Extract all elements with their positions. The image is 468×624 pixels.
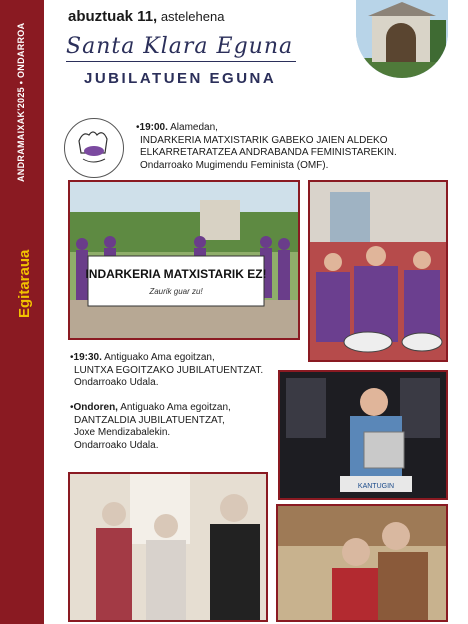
event-3: •Ondoren, Antiguako Ama egoitzan, DANTZALDIA JUBILATUENTZAT, Joxe Mendizabalekin. Ondarroako Udala. [70,402,231,451]
drummers-photo [308,180,448,362]
event-2-time: 19:30. [73,352,102,363]
section-label: Egitaraua [16,249,33,318]
dance-photo-2 [276,504,448,622]
banner-sub-text: Zaurik guar zu! [149,287,203,296]
date-weekday: astelehena [160,9,225,24]
accordion-photo [278,370,448,500]
event-3-line-1: Antiguako Ama egoitzan, [120,402,231,413]
page-title: Santa Klara Eguna [66,34,294,59]
event-2-line-1: Antiguako Ama egoitzan, [104,352,215,363]
event-3-line-2: DANTZALDIA JUBILATUENTZAT, [74,414,225,426]
event-1-line-4: Ondarroako Mugimendu Feminista (OMF). [140,159,329,171]
date-day: abuztuak 11, [68,8,158,25]
protest-photo [68,180,300,340]
andrabanda-logo [64,118,124,178]
event-3-line-4: Ondarroako Udala. [74,439,159,451]
date-line [68,8,224,25]
event-3-time: Ondoren, [73,402,118,413]
banner-main-text: INDARKERIA MATXISTARIK EZ! [85,267,267,281]
event-3-line-3: Joxe Mendizabalekin. [74,427,171,438]
title-underline [66,61,296,62]
event-1: •19:00. Alamedan, INDARKERIA MATXISTARIK GABEKO JAIEN ALDEKO ELKARRETARATZEA ANDRABANDA FEMINISTAREKIN. Ondarroako Mugimendu Feminista (OMF). [136,122,397,171]
section-tab [0,230,44,320]
accordion-label: KANTUGIN [357,483,395,490]
event-1-line-3: ELKARRETARATZEA ANDRABANDA FEMINISTAREKIN. [140,147,397,158]
event-2-line-3: Ondarroako Udala. [74,377,159,388]
page-subtitle: JUBILATUEN EGUNA [84,70,277,87]
dance-photo-1 [68,472,268,622]
event-1-line-1: Alamedan, [170,122,218,133]
chapel-photo [356,0,448,78]
event-2: •19:30. Antiguako Ama egoitzan, LUNTXA EGOITZAKO JUBILATUENTZAT. Ondarroako Udala. [70,352,264,388]
sidebar-vertical-text: ANDRAMAIXAK'2025 • ONDARROA [16,22,26,182]
event-1-line-2: INDARKERIA MATXISTARIK GABEKO JAIEN ALDEKO [140,134,388,146]
event-1-time: 19:00. [139,122,168,133]
event-2-line-2: LUNTXA EGOITZAKO JUBILATUENTZAT. [74,364,264,376]
